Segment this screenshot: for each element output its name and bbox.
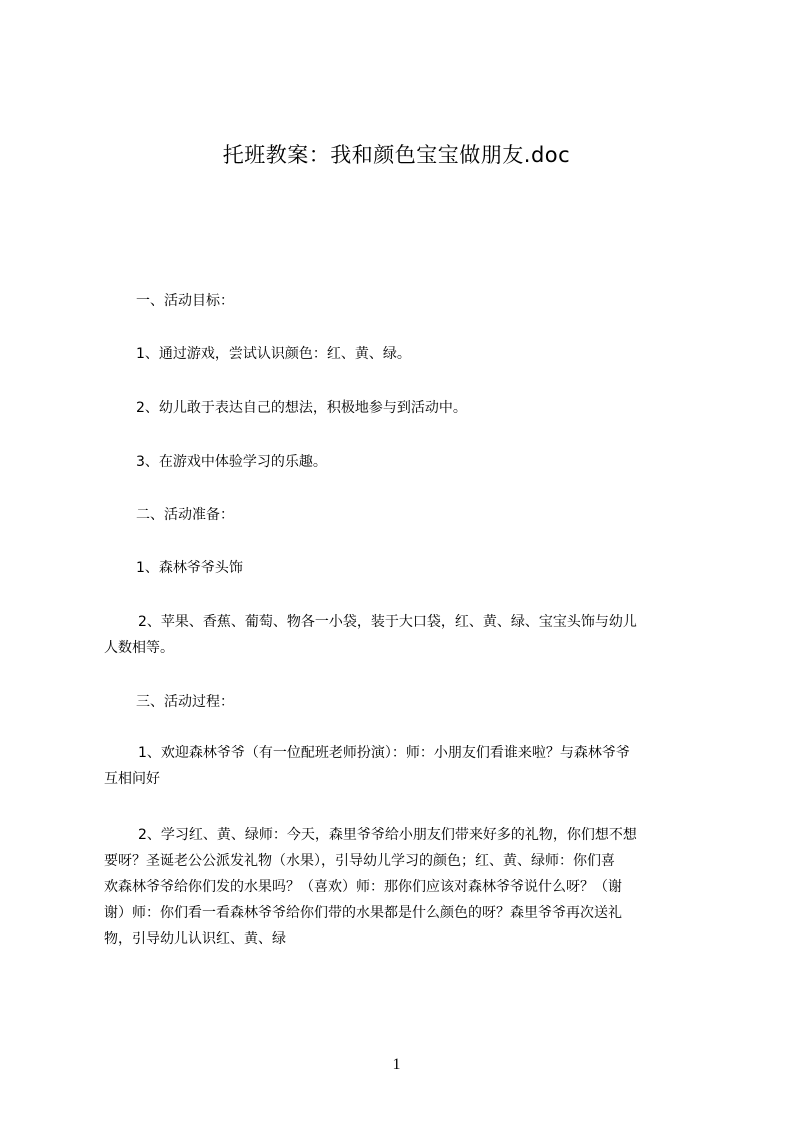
- goal-item-2: 2、幼儿敢于表达自己的想法，积极地参与到活动中。: [136, 400, 467, 416]
- prep-item-2-line-2: 人数相等。: [104, 640, 174, 656]
- goal-heading: 一、活动目标：: [136, 293, 234, 309]
- process-item-1-line-2: 互相问好: [104, 771, 160, 787]
- page-number: 1: [392, 1056, 401, 1073]
- process-item-2-line-3: 欢森林爷爷给你们发的水果吗？（喜欢）师：那你们应该对森林爷爷说什么呀？（谢: [104, 879, 622, 895]
- process-item-2-line-2: 要呀？圣诞老公公派发礼物（水果），引导幼儿学习的颜色；红、黄、绿师：你们喜: [104, 853, 615, 869]
- goal-item-1: 1、通过游戏，尝试认识颜色：红、黄、绿。: [136, 346, 411, 362]
- prep-item-2-line-1: 2、苹果、香蕉、葡萄、物各一小袋，装于大口袋，红、黄、绿、宝宝头饰与幼儿: [138, 614, 637, 630]
- prep-item-2: [104, 609, 637, 661]
- goal-item-3: 3、在游戏中体验学习的乐趣。: [136, 454, 327, 470]
- process-item-1: [104, 740, 630, 792]
- process-item-1-line-1: 1、欢迎森林爷爷（有一位配班老师扮演）：师：小朋友们看谁来啦？与森林爷爷: [138, 745, 630, 761]
- process-item-2-line-5: 物，引导幼儿认识红、黄、绿: [104, 931, 286, 947]
- prep-heading: 二、活动准备：: [136, 507, 234, 523]
- process-item-2: [104, 822, 637, 952]
- process-item-2-line-1: 2、学习红、黄、绿师：今天，森里爷爷给小朋友们带来好多的礼物，你们想不想: [138, 827, 637, 843]
- document-title: 托班教案：我和颜色宝宝做朋友.doc: [222, 143, 571, 167]
- prep-item-1: 1、森林爷爷头饰: [136, 560, 243, 576]
- process-heading: 三、活动过程：: [136, 694, 234, 710]
- process-item-2-line-4: 谢）师：你们看一看森林爷爷给你们带的水果都是什么颜色的呀？森里爷爷再次送礼: [104, 905, 622, 921]
